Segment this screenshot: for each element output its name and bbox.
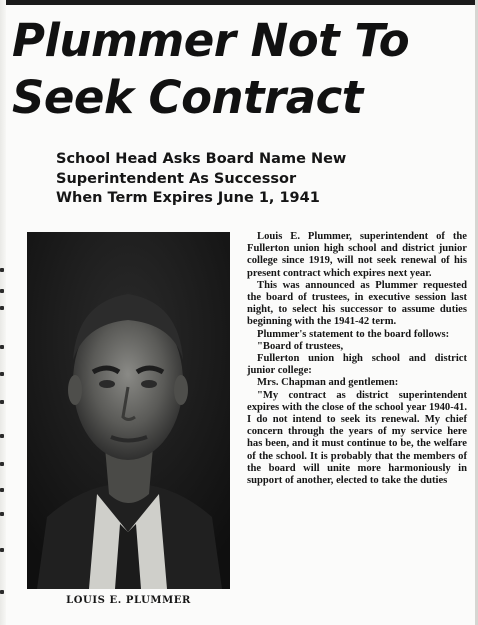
- gutter-fragment: [0, 400, 4, 404]
- gutter-fragment: [0, 488, 4, 492]
- gutter-fragment: [0, 512, 4, 516]
- body-paragraph: Fullerton union high school and district junior college:: [247, 353, 467, 377]
- body-paragraph: Mrs. Chapman and gentlemen:: [257, 377, 399, 389]
- gutter-fragment: [0, 462, 4, 466]
- gutter-fragment: [0, 289, 4, 293]
- gutter-fragment: [0, 434, 4, 438]
- deck-line-1: School Head Asks Board Name New: [56, 151, 347, 167]
- gutter-fragment: [0, 548, 4, 552]
- photo-caption: LOUIS E. PLUMMER: [66, 595, 191, 606]
- headline-line-1: Plummer Not To: [12, 14, 410, 67]
- gutter-fragment: [0, 268, 4, 272]
- left-gutter-adjacent-column: [0, 0, 6, 625]
- body-paragraph: Louis E. Plummer, superintendent of the Fullerton union high school and district junior college since 1919, will not seek renewal of his present contract which expires next year.: [247, 231, 467, 279]
- body-paragraph: "Board of trustees,: [257, 340, 344, 352]
- portrait-illustration: [27, 232, 230, 589]
- headline-line-2: Seek Contract: [12, 71, 363, 124]
- body-paragraph: This was announced as Plummer requested the board of trustees, in executive session last night, to select his successor to assume duties beginning with the 1941-42 term.: [247, 279, 467, 328]
- gutter-fragment: [0, 372, 4, 376]
- deck-line-2: Superintendent As Successor: [56, 170, 297, 187]
- portrait-photo: [27, 232, 230, 589]
- body-paragraph: Plummer's statement to the board follows:: [257, 328, 450, 340]
- gutter-fragment: [0, 590, 4, 594]
- gutter-fragment: [0, 345, 4, 349]
- subheadline-deck: [56, 150, 396, 209]
- top-column-rule: [0, 0, 478, 5]
- gutter-fragment: [0, 306, 4, 310]
- headline: [12, 12, 468, 126]
- body-paragraph: "My contract as district superintendent expires with the close of the school year 1940-41. I do not intend to seek its renewal. My chief concern through the years of my service here has been, and it must continue to be, the welfare of the school. It is probably that the members of the board will unite more harmoniously in support of another, elected to take the duties: [247, 389, 467, 487]
- article-body: [247, 231, 467, 487]
- deck-line-3: When Term Expires June 1, 1941: [56, 190, 320, 206]
